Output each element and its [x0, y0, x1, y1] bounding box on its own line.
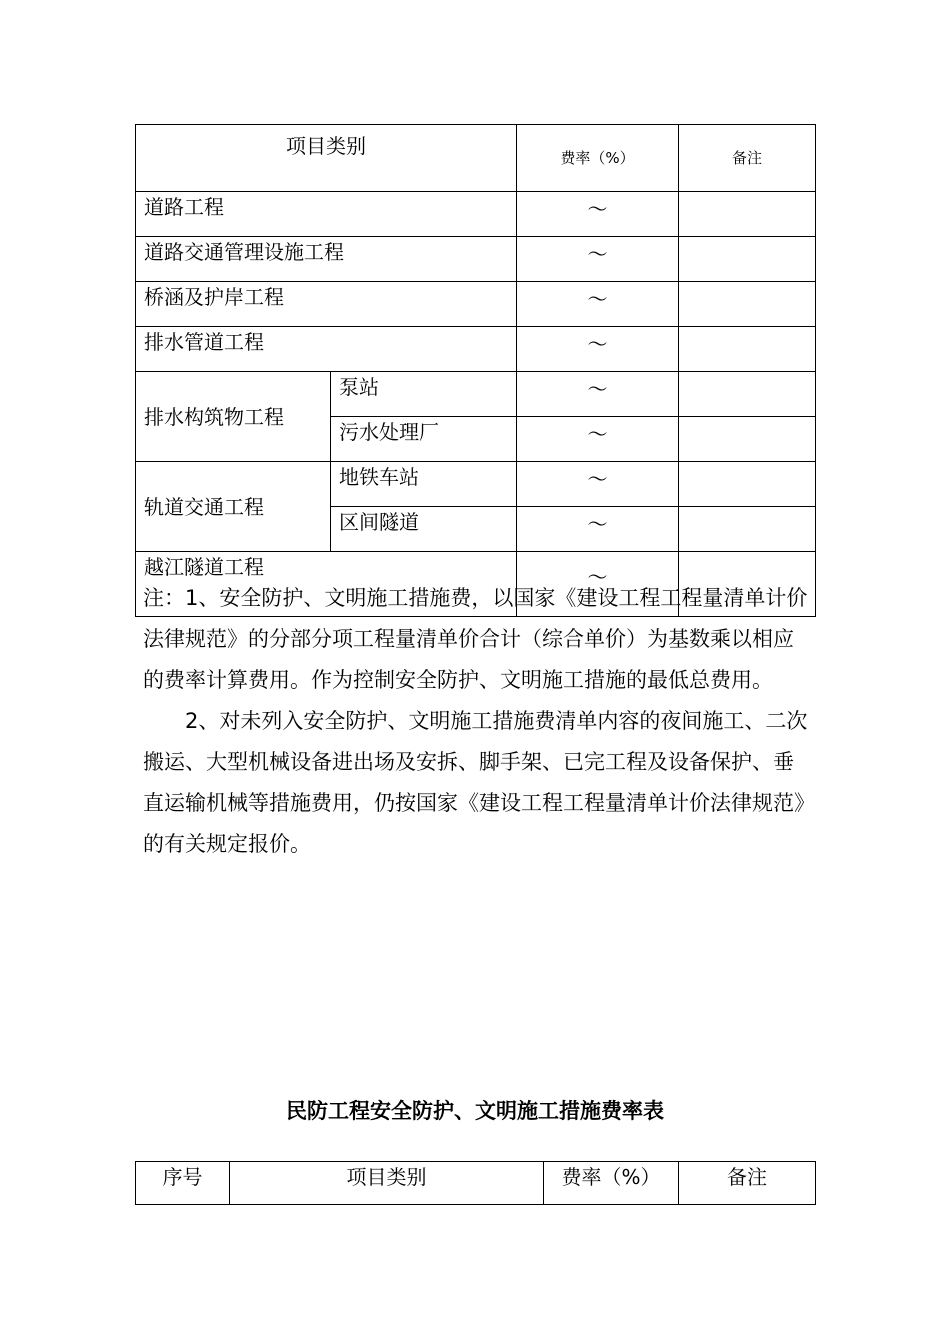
rate-cell: ～	[517, 552, 679, 617]
table-row	[136, 327, 816, 372]
subcategory-cell: 地铁车站	[331, 462, 517, 507]
remark-cell	[679, 507, 816, 552]
remark-cell	[679, 282, 816, 327]
table-row	[136, 462, 816, 507]
rate-cell: ～	[517, 237, 679, 282]
rate-cell: ～	[517, 507, 679, 552]
civil-defense-fee-table	[135, 1161, 816, 1205]
rate-cell: ～	[517, 417, 679, 462]
rate-cell: ～	[517, 282, 679, 327]
header-category: 项目类别	[136, 125, 517, 192]
table-row	[136, 282, 816, 327]
notes-block	[143, 578, 808, 865]
remark-cell	[679, 417, 816, 462]
subcategory-cell: 污水处理厂	[331, 417, 517, 462]
table-row	[136, 372, 816, 417]
rate-cell: ～	[517, 462, 679, 507]
table-header-row	[136, 1162, 816, 1205]
header-remark: 备注	[679, 125, 816, 192]
remark-cell	[679, 462, 816, 507]
rate-cell: ～	[517, 327, 679, 372]
section-title: 民防工程安全防护、文明施工措施费率表	[286, 1099, 664, 1123]
table-header-row	[136, 125, 816, 192]
subcategory-cell: 区间隧道	[331, 507, 517, 552]
header-category: 项目类别	[230, 1162, 544, 1205]
remark-cell	[679, 237, 816, 282]
remark-cell	[679, 327, 816, 372]
category-cell: 道路工程	[136, 192, 517, 237]
category-cell: 越江隧道工程	[136, 552, 517, 617]
header-remark: 备注	[679, 1162, 816, 1205]
rate-cell: ～	[517, 372, 679, 417]
remark-cell	[679, 372, 816, 417]
remark-cell	[679, 192, 816, 237]
header-rate: 费率（%）	[517, 125, 679, 192]
header-rate: 费率（%）	[544, 1162, 679, 1205]
group-category-cell: 轨道交通工程	[136, 462, 331, 552]
category-cell: 排水管道工程	[136, 327, 517, 372]
note-2: 2、对未列入安全防护、文明施工措施费清单内容的夜间施工、二次搬运、大型机械设备进出场及安拆、脚手架、已完工程及设备保护、垂直运输机械等措施费用，仍按国家《建设工程工程量清单计价法律规范》的有关规定报价。	[143, 709, 808, 856]
header-no: 序号	[136, 1162, 230, 1205]
group-category-cell: 排水构筑物工程	[136, 372, 331, 462]
subcategory-cell: 泵站	[331, 372, 517, 417]
table-row	[136, 237, 816, 282]
category-cell: 桥涵及护岸工程	[136, 282, 517, 327]
note-1: 注：1、安全防护、文明施工措施费，以国家《建设工程工程量清单计价法律规范》的分部分项工程量清单价合计（综合单价）为基数乘以相应的费率计算费用。作为控制安全防护、文明施工措施的最低总费用。	[143, 586, 808, 692]
category-cell: 道路交通管理设施工程	[136, 237, 517, 282]
fee-rate-table	[135, 124, 816, 617]
table-row	[136, 192, 816, 237]
rate-cell: ～	[517, 192, 679, 237]
